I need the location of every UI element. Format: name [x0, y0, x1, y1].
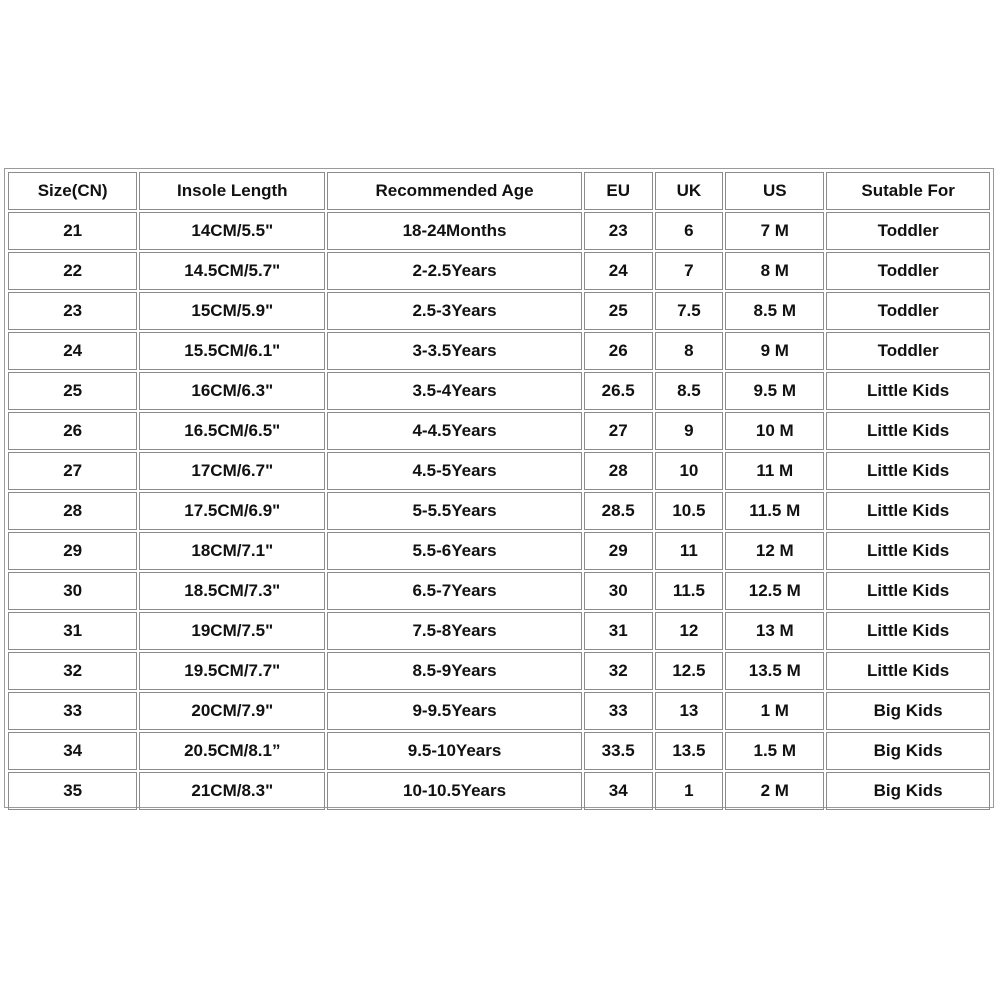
us-cell: 13 M — [725, 612, 824, 650]
eu-cell: 28.5 — [584, 492, 653, 530]
table-row — [8, 332, 990, 370]
header-insole-length: Insole Length — [139, 172, 325, 210]
eu-cell: 23 — [584, 212, 653, 250]
table-row — [8, 292, 990, 330]
us-cell: 9 M — [725, 332, 824, 370]
recommended-age-cell: 5.5-6Years — [327, 532, 582, 570]
size-cn-cell: 35 — [8, 772, 137, 810]
eu-cell: 27 — [584, 412, 653, 450]
recommended-age-cell: 6.5-7Years — [327, 572, 582, 610]
us-cell: 11.5 M — [725, 492, 824, 530]
table-row — [8, 492, 990, 530]
uk-cell: 8.5 — [655, 372, 724, 410]
size-chart-table-frame — [4, 168, 994, 808]
eu-cell: 32 — [584, 652, 653, 690]
table-row — [8, 452, 990, 490]
suitable-for-cell: Little Kids — [826, 452, 990, 490]
eu-cell: 30 — [584, 572, 653, 610]
eu-cell: 29 — [584, 532, 653, 570]
table-row — [8, 572, 990, 610]
suitable-for-cell: Little Kids — [826, 492, 990, 530]
eu-cell: 33.5 — [584, 732, 653, 770]
table-row — [8, 612, 990, 650]
size-cn-cell: 25 — [8, 372, 137, 410]
eu-cell: 24 — [584, 252, 653, 290]
size-cn-cell: 32 — [8, 652, 137, 690]
table-header-row — [8, 172, 990, 210]
recommended-age-cell: 8.5-9Years — [327, 652, 582, 690]
size-cn-cell: 33 — [8, 692, 137, 730]
uk-cell: 13 — [655, 692, 724, 730]
insole-length-cell: 14.5CM/5.7" — [139, 252, 325, 290]
insole-length-cell: 14CM/5.5" — [139, 212, 325, 250]
uk-cell: 7.5 — [655, 292, 724, 330]
size-cn-cell: 22 — [8, 252, 137, 290]
table-row — [8, 532, 990, 570]
size-cn-cell: 26 — [8, 412, 137, 450]
uk-cell: 12.5 — [655, 652, 724, 690]
suitable-for-cell: Little Kids — [826, 412, 990, 450]
suitable-for-cell: Toddler — [826, 252, 990, 290]
insole-length-cell: 20.5CM/8.1” — [139, 732, 325, 770]
suitable-for-cell: Big Kids — [826, 772, 990, 810]
us-cell: 12.5 M — [725, 572, 824, 610]
eu-cell: 33 — [584, 692, 653, 730]
header-size-cn: Size(CN) — [8, 172, 137, 210]
eu-cell: 25 — [584, 292, 653, 330]
size-cn-cell: 21 — [8, 212, 137, 250]
uk-cell: 9 — [655, 412, 724, 450]
us-cell: 8.5 M — [725, 292, 824, 330]
recommended-age-cell: 9-9.5Years — [327, 692, 582, 730]
suitable-for-cell: Big Kids — [826, 732, 990, 770]
eu-cell: 26.5 — [584, 372, 653, 410]
eu-cell: 28 — [584, 452, 653, 490]
insole-length-cell: 16CM/6.3" — [139, 372, 325, 410]
recommended-age-cell: 5-5.5Years — [327, 492, 582, 530]
insole-length-cell: 17CM/6.7" — [139, 452, 325, 490]
recommended-age-cell: 9.5-10Years — [327, 732, 582, 770]
uk-cell: 11.5 — [655, 572, 724, 610]
suitable-for-cell: Toddler — [826, 212, 990, 250]
suitable-for-cell: Toddler — [826, 292, 990, 330]
us-cell: 10 M — [725, 412, 824, 450]
insole-length-cell: 18CM/7.1" — [139, 532, 325, 570]
us-cell: 7 M — [725, 212, 824, 250]
table-row — [8, 692, 990, 730]
eu-cell: 31 — [584, 612, 653, 650]
insole-length-cell: 18.5CM/7.3" — [139, 572, 325, 610]
header-suitable-for: Sutable For — [826, 172, 990, 210]
size-cn-cell: 29 — [8, 532, 137, 570]
uk-cell: 8 — [655, 332, 724, 370]
size-cn-cell: 30 — [8, 572, 137, 610]
table-row — [8, 772, 990, 810]
suitable-for-cell: Little Kids — [826, 532, 990, 570]
header-uk: UK — [655, 172, 724, 210]
insole-length-cell: 20CM/7.9" — [139, 692, 325, 730]
us-cell: 9.5 M — [725, 372, 824, 410]
size-cn-cell: 28 — [8, 492, 137, 530]
us-cell: 1.5 M — [725, 732, 824, 770]
table-row — [8, 252, 990, 290]
uk-cell: 1 — [655, 772, 724, 810]
recommended-age-cell: 7.5-8Years — [327, 612, 582, 650]
suitable-for-cell: Little Kids — [826, 652, 990, 690]
us-cell: 1 M — [725, 692, 824, 730]
recommended-age-cell: 10-10.5Years — [327, 772, 582, 810]
uk-cell: 7 — [655, 252, 724, 290]
suitable-for-cell: Little Kids — [826, 612, 990, 650]
size-cn-cell: 24 — [8, 332, 137, 370]
insole-length-cell: 19.5CM/7.7" — [139, 652, 325, 690]
recommended-age-cell: 3-3.5Years — [327, 332, 582, 370]
uk-cell: 10.5 — [655, 492, 724, 530]
table-row — [8, 372, 990, 410]
recommended-age-cell: 18-24Months — [327, 212, 582, 250]
eu-cell: 26 — [584, 332, 653, 370]
insole-length-cell: 17.5CM/6.9" — [139, 492, 325, 530]
table-row — [8, 652, 990, 690]
insole-length-cell: 15CM/5.9" — [139, 292, 325, 330]
table-body — [8, 212, 990, 810]
header-eu: EU — [584, 172, 653, 210]
us-cell: 11 M — [725, 452, 824, 490]
us-cell: 8 M — [725, 252, 824, 290]
size-cn-cell: 27 — [8, 452, 137, 490]
uk-cell: 6 — [655, 212, 724, 250]
suitable-for-cell: Toddler — [826, 332, 990, 370]
suitable-for-cell: Little Kids — [826, 572, 990, 610]
recommended-age-cell: 2-2.5Years — [327, 252, 582, 290]
uk-cell: 10 — [655, 452, 724, 490]
us-cell: 13.5 M — [725, 652, 824, 690]
insole-length-cell: 19CM/7.5" — [139, 612, 325, 650]
insole-length-cell: 15.5CM/6.1" — [139, 332, 325, 370]
us-cell: 2 M — [725, 772, 824, 810]
recommended-age-cell: 2.5-3Years — [327, 292, 582, 330]
size-chart-table — [6, 170, 992, 812]
header-us: US — [725, 172, 824, 210]
eu-cell: 34 — [584, 772, 653, 810]
us-cell: 12 M — [725, 532, 824, 570]
uk-cell: 13.5 — [655, 732, 724, 770]
recommended-age-cell: 4.5-5Years — [327, 452, 582, 490]
recommended-age-cell: 3.5-4Years — [327, 372, 582, 410]
uk-cell: 12 — [655, 612, 724, 650]
recommended-age-cell: 4-4.5Years — [327, 412, 582, 450]
suitable-for-cell: Little Kids — [826, 372, 990, 410]
size-cn-cell: 23 — [8, 292, 137, 330]
table-row — [8, 732, 990, 770]
insole-length-cell: 16.5CM/6.5" — [139, 412, 325, 450]
size-cn-cell: 34 — [8, 732, 137, 770]
suitable-for-cell: Big Kids — [826, 692, 990, 730]
uk-cell: 11 — [655, 532, 724, 570]
size-cn-cell: 31 — [8, 612, 137, 650]
table-row — [8, 412, 990, 450]
table-row — [8, 212, 990, 250]
header-recommended-age: Recommended Age — [327, 172, 582, 210]
insole-length-cell: 21CM/8.3" — [139, 772, 325, 810]
